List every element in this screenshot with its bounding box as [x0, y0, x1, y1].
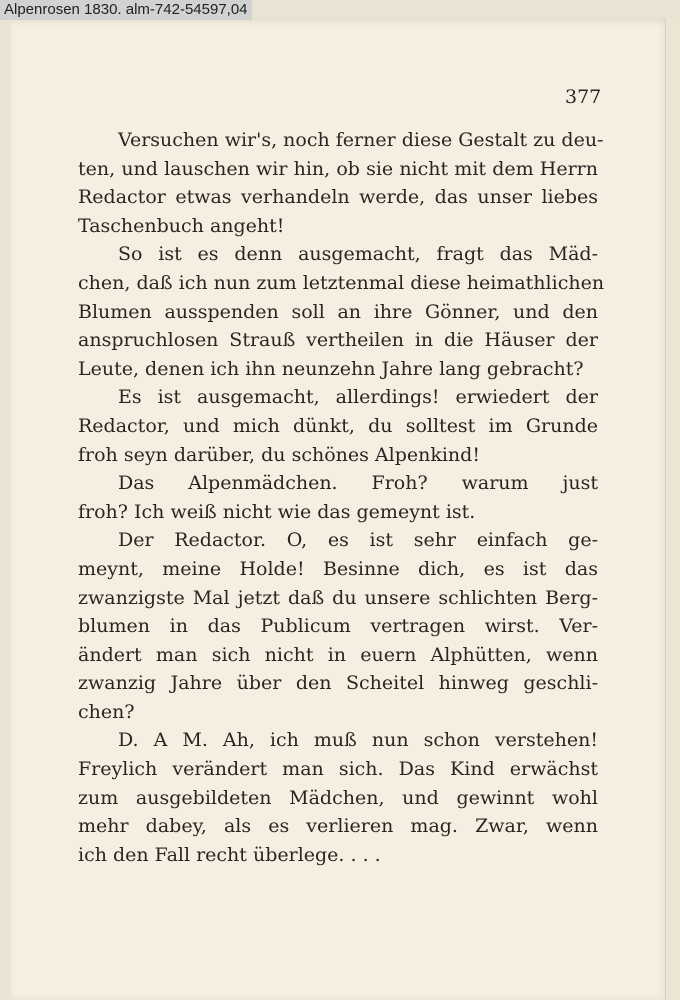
text-line: zum ausgebildeten Mädchen, und gewinnt wohl: [78, 786, 598, 809]
text-line: ich den Fall recht überlege. . . .: [78, 843, 381, 866]
text-line: zwanzig Jahre über den Scheitel hinweg geschli-: [78, 672, 598, 695]
body-text: [78, 126, 605, 869]
page-number: 377: [565, 86, 602, 108]
text-line: Versuchen wir's, noch ferner diese Gestalt zu deu-: [118, 129, 604, 151]
speaker-line: D. A M. Ah, ich muß nun schon verstehen!: [118, 729, 598, 752]
speaker-line: Das Alpenmädchen. Froh? warum just: [118, 472, 598, 495]
text-line: Freylich verändert man sich. Das Kind erwächst: [78, 758, 598, 781]
text-line: zwanzigste Mal jetzt daß du unsere schlichten Berg-: [78, 586, 598, 609]
text-line: ändert man sich nicht in euern Alphütten, wenn: [78, 643, 598, 666]
text-line: blumen in das Publicum vertragen wirst. Ver-: [78, 615, 598, 638]
text-line: froh? Ich weiß nicht wie das gemeynt ist.: [78, 500, 476, 523]
text-line: chen?: [78, 700, 135, 723]
text-line: meynt, meine Holde! Besinne dich, es ist das: [78, 557, 598, 580]
text-line: So ist es denn ausgemacht, fragt das Mäd-: [118, 243, 598, 266]
text-line: froh seyn darüber, du schönes Alpenkind!: [78, 443, 480, 466]
text-line: ten, und lauschen wir hin, ob sie nicht mit dem Herrn: [78, 157, 598, 180]
text-line: Taschenbuch angeht!: [78, 214, 285, 237]
text-line: Redactor etwas verhandeln werde, das unser liebes: [78, 186, 598, 209]
page-edge: [665, 18, 680, 1000]
text-line: Blumen ausspenden soll an ihre Gönner, und den: [78, 300, 598, 323]
speaker-line: Der Redactor. O, es ist sehr einfach ge-: [118, 529, 598, 552]
text-line: Es ist ausgemacht, allerdings! erwiedert der: [118, 386, 598, 409]
text-line: mehr dabey, als es verlieren mag. Zwar, wenn: [78, 815, 598, 838]
text-line: chen, daß ich nun zum letztenmal diese heimathlichen: [78, 271, 605, 294]
text-line: Leute, denen ich ihn neunzehn Jahre lang gebracht?: [78, 357, 584, 380]
source-label: Alpenrosen 1830. alm-742-54597,04: [0, 0, 252, 20]
text-line: anspruchlosen Strauß vertheilen in die Häuser der: [78, 329, 598, 352]
text-line: Redactor, und mich dünkt, du solltest im Grunde: [78, 414, 598, 437]
